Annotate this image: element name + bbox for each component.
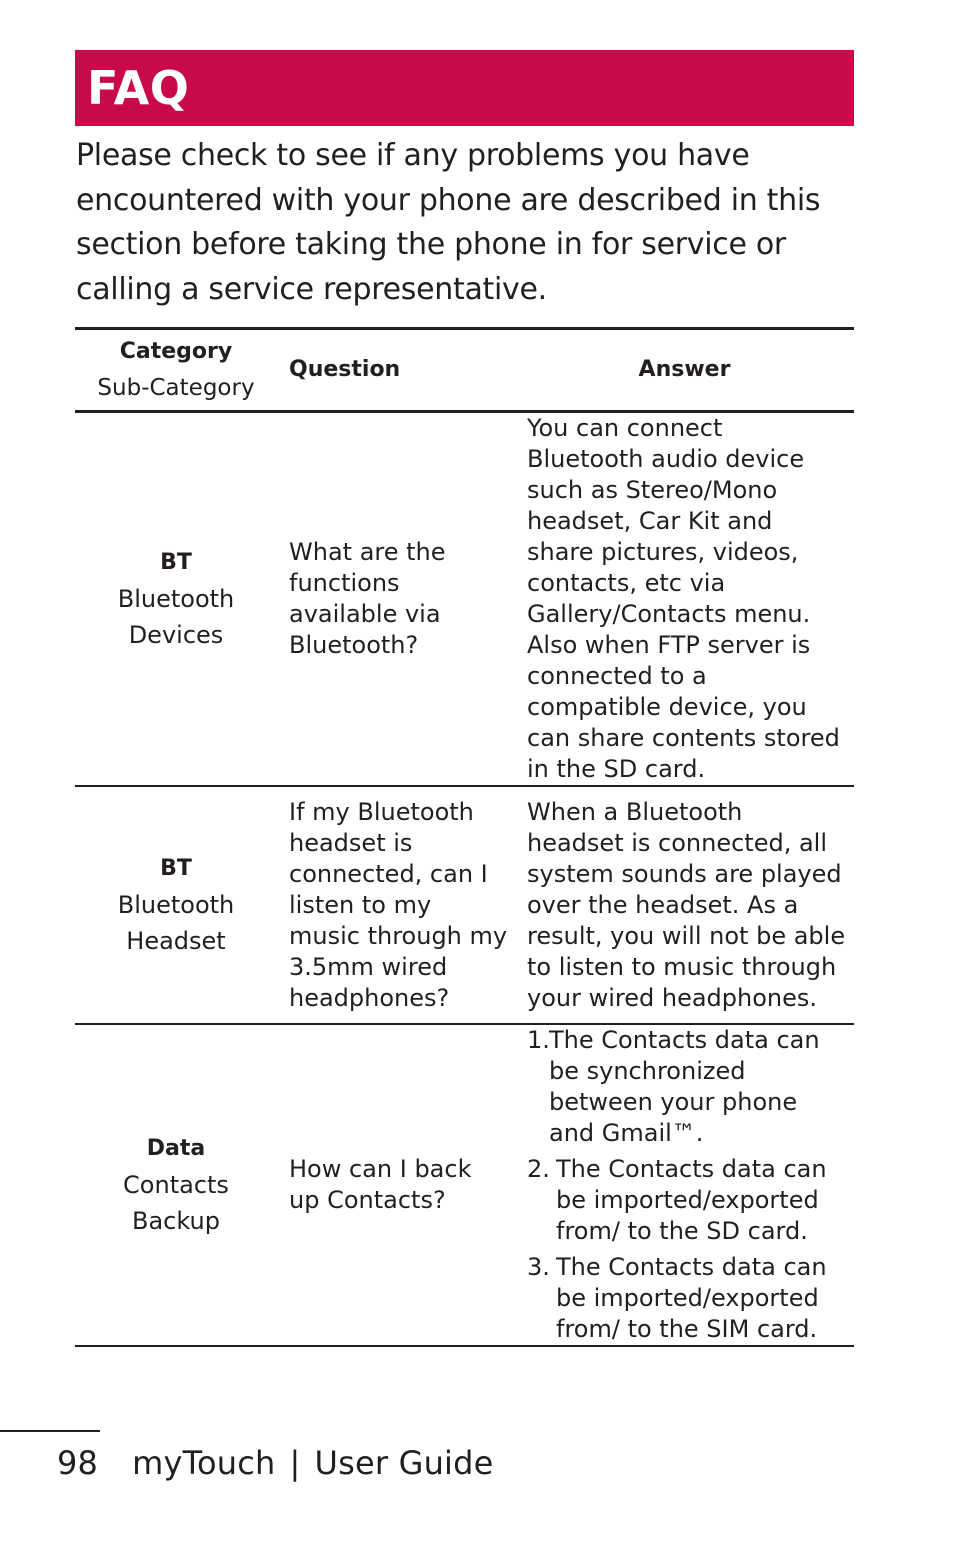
question-text: How can I back up Contacts? bbox=[289, 1155, 472, 1214]
category-label: BT bbox=[160, 856, 192, 881]
list-item bbox=[527, 1025, 854, 1149]
answer-text: You can connect Bluetooth audio device such as Stereo/Mono headset, Car Kit and share pictures, videos, contacts, etc via Gallery/Contacts menu. Also when FTP server is connected to a compatible device, you can share contents stored in the SD card. bbox=[527, 414, 840, 783]
category-label: BT bbox=[160, 550, 192, 575]
question-text: If my Bluetooth headset is connected, can I listen to my music through my 3.5mm wired headphones? bbox=[289, 797, 508, 1012]
category-cell bbox=[75, 786, 277, 1024]
answer-cell bbox=[515, 1024, 854, 1346]
table-row bbox=[75, 1024, 854, 1346]
footer-divider bbox=[0, 1430, 100, 1432]
answer-text: When a Bluetooth headset is connected, all system sounds are played over the headset. As a result, you will not be able to listen to music through your wired headphones. bbox=[527, 797, 846, 1012]
list-number: 1. bbox=[527, 1026, 550, 1054]
table-header-row bbox=[75, 329, 854, 412]
page-number: 98 bbox=[57, 1444, 99, 1482]
answer-cell bbox=[515, 786, 854, 1024]
list-number: 2. bbox=[527, 1155, 550, 1183]
page-footer bbox=[57, 1440, 494, 1486]
subcategory-line: Devices bbox=[128, 621, 224, 649]
header-question bbox=[277, 329, 515, 412]
answer-list bbox=[527, 1025, 854, 1345]
subcategory-line: Bluetooth bbox=[117, 585, 235, 613]
question-cell bbox=[277, 786, 515, 1024]
category-cell bbox=[75, 1024, 277, 1346]
header-answer bbox=[515, 329, 854, 412]
header-category bbox=[75, 329, 277, 412]
list-number: 3. bbox=[527, 1253, 550, 1281]
question-cell bbox=[277, 412, 515, 787]
category-cell bbox=[75, 412, 277, 787]
faq-table bbox=[75, 327, 854, 1347]
footer-guide: User Guide bbox=[314, 1444, 494, 1482]
question-cell bbox=[277, 1024, 515, 1346]
table-row bbox=[75, 412, 854, 787]
list-item-text: The Contacts data can be imported/exported from/ to the SD card. bbox=[556, 1155, 827, 1245]
table-row bbox=[75, 786, 854, 1024]
intro-paragraph: Please check to see if any problems you have encountered with your phone are described in this section before taking the phone in for service or calling a service representative. bbox=[76, 138, 821, 307]
header-answer-label: Answer bbox=[638, 357, 731, 382]
subcategory-line: Backup bbox=[132, 1207, 220, 1235]
footer-separator: | bbox=[289, 1444, 301, 1482]
page-title: FAQ bbox=[87, 61, 190, 115]
subcategory-line: Bluetooth bbox=[117, 891, 235, 919]
list-item bbox=[527, 1252, 854, 1345]
footer-product: myTouch bbox=[132, 1444, 276, 1482]
faq-title-bar bbox=[75, 50, 854, 126]
question-text: What are the functions available via Bluetooth? bbox=[289, 538, 446, 659]
header-subcategory-label: Sub-Category bbox=[97, 375, 255, 401]
answer-cell bbox=[515, 412, 854, 787]
list-item-text: The Contacts data can be synchronized between your phone and Gmail™. bbox=[549, 1026, 820, 1147]
list-item-text: The Contacts data can be imported/exported from/ to the SIM card. bbox=[556, 1253, 827, 1343]
category-label: Data bbox=[146, 1136, 206, 1161]
subcategory-line: Contacts bbox=[123, 1171, 229, 1199]
header-question-label: Question bbox=[289, 357, 401, 382]
subcategory-line: Headset bbox=[126, 927, 226, 955]
list-item bbox=[527, 1154, 854, 1247]
header-category-label: Category bbox=[119, 339, 233, 364]
